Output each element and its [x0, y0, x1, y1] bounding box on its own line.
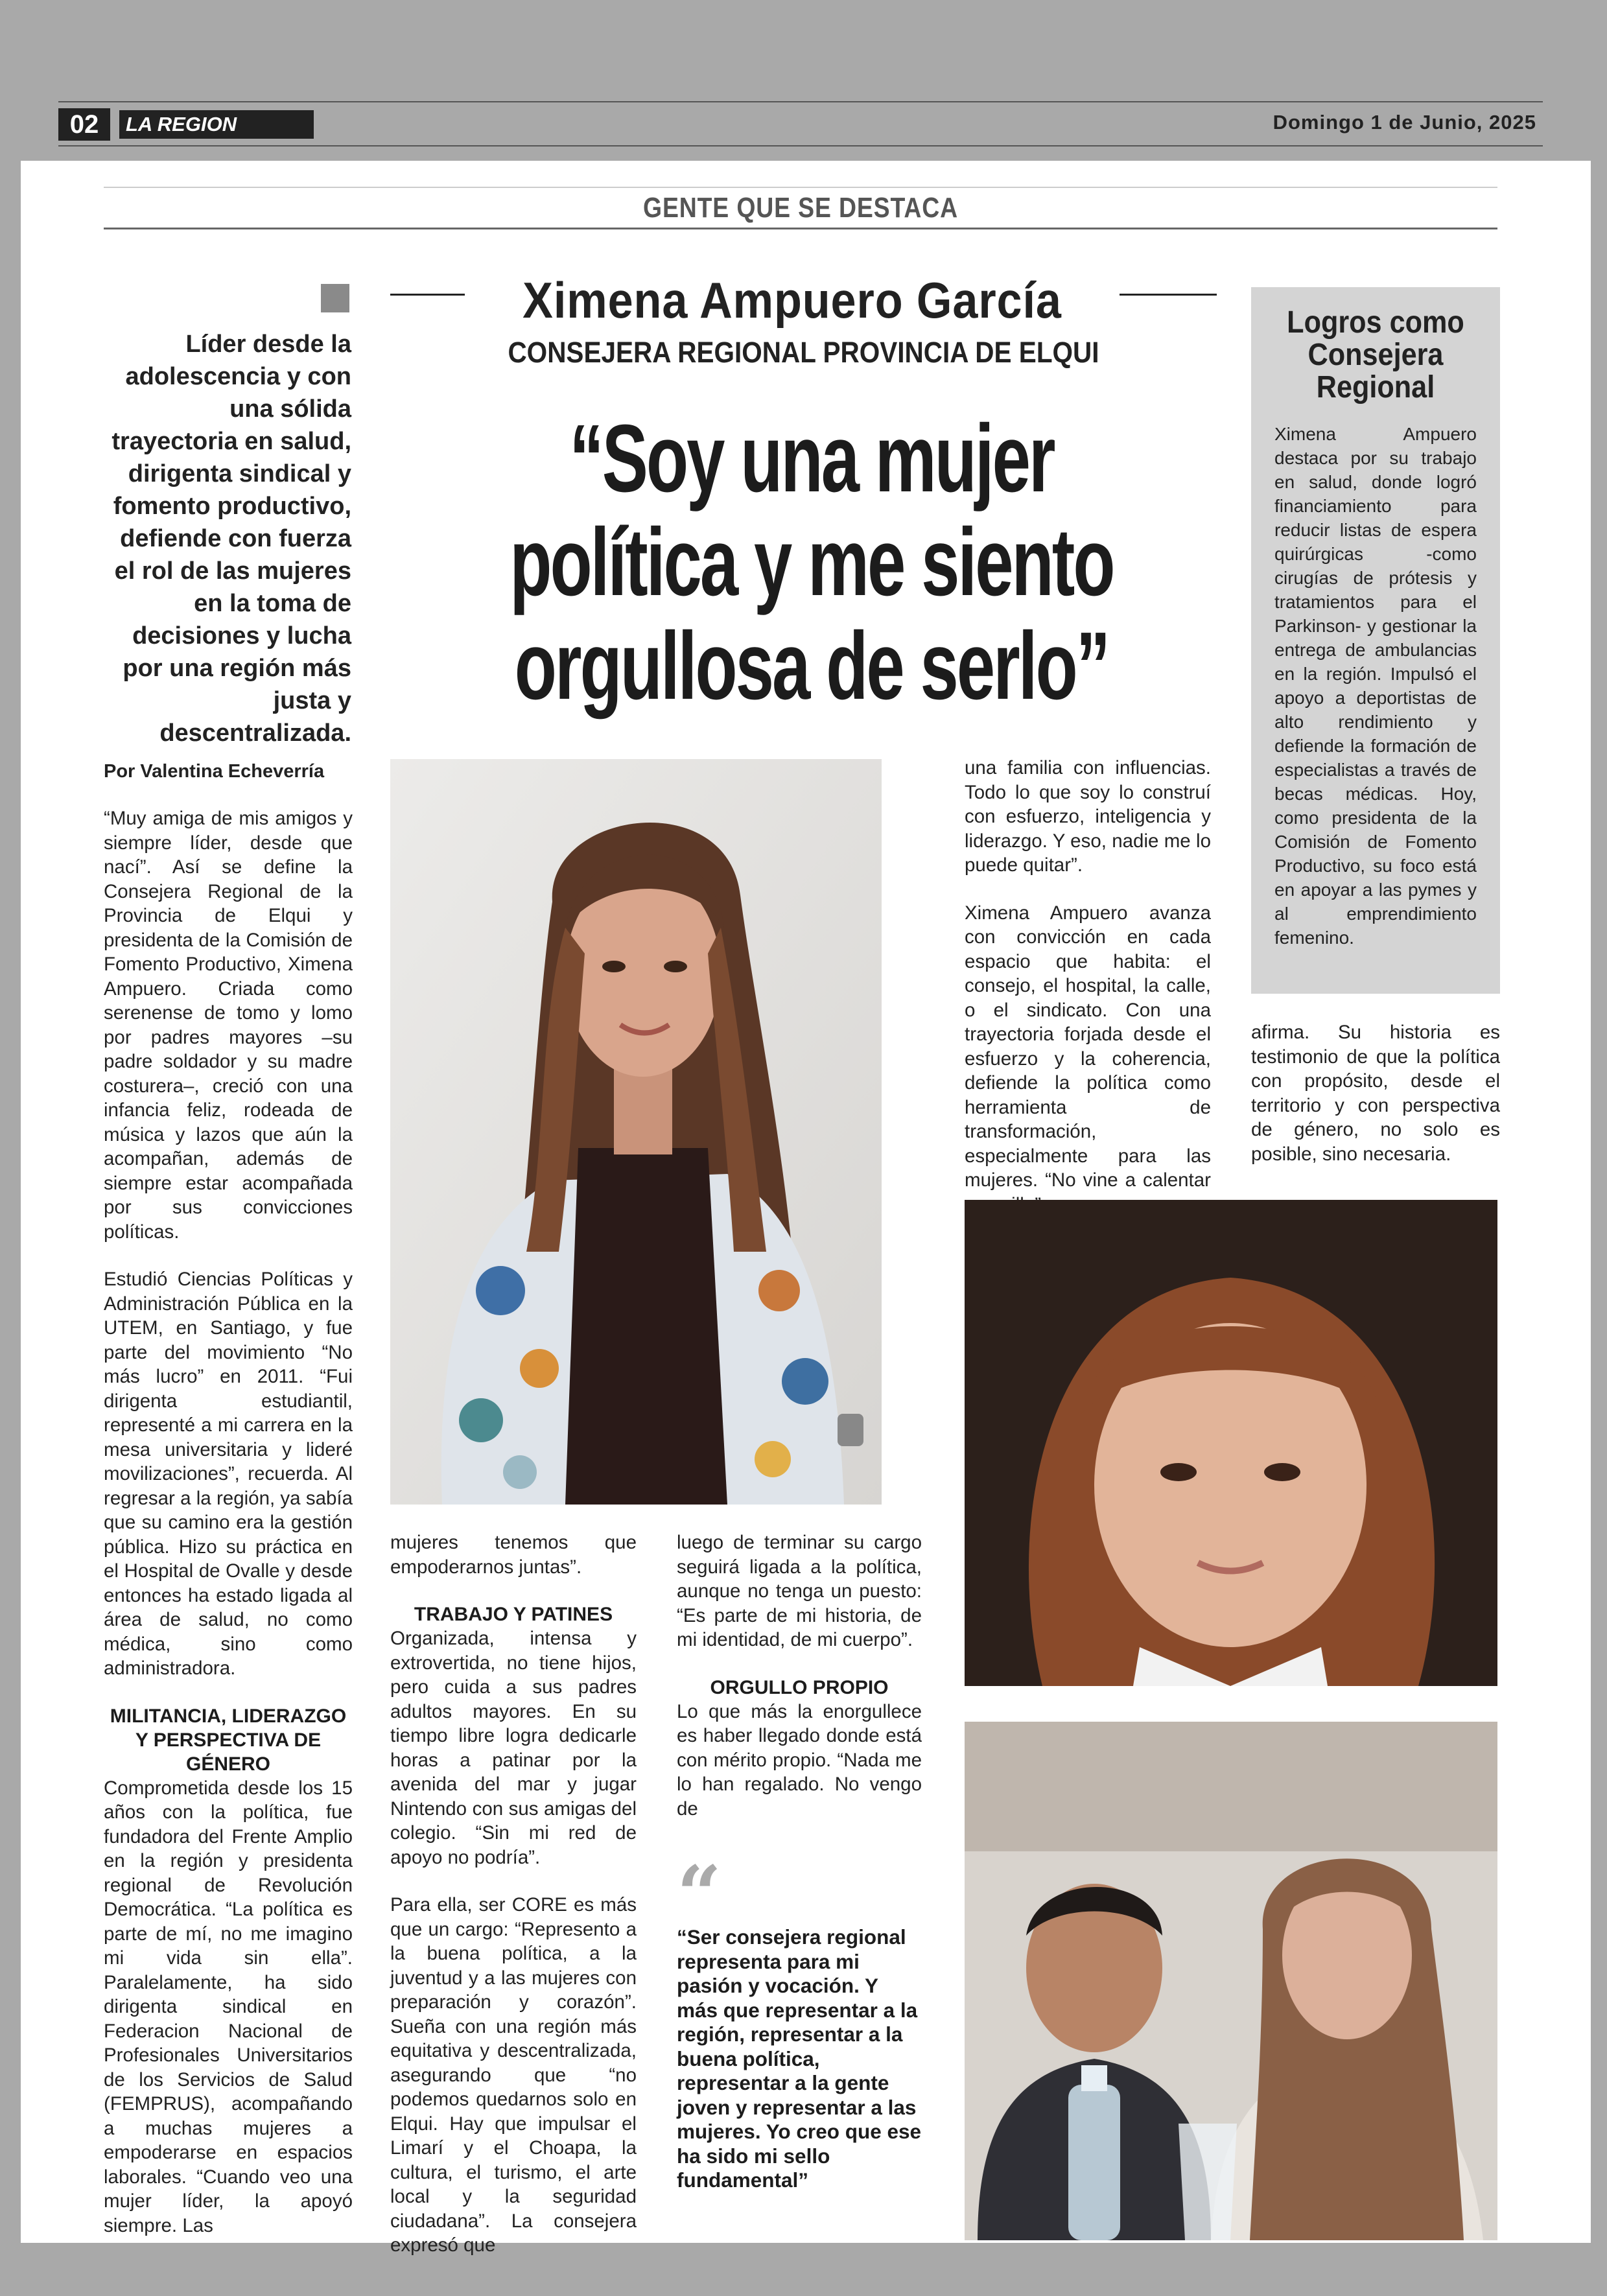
meeting-photo [965, 1722, 1497, 2240]
paragraph: Estudió Ciencias Políticas y Administración Pública en la UTEM, en Santiago, y fue parte del movimiento “No más lucro” en 2011. “Fui dirigenta estudiantil, representé a mi carrera en la mesa universitaria y lideré movilizaciones”, recuerda. Al regresar a la región, ya sabía que su camino era la gestión pública. Hizo su práctica en el Hospital de Ovalle y desde entonces ha estado ligada al área de salud, no como médica, sino como administradora. [104, 1269, 353, 1679]
subheading: MILITANCIA, LIDERAZGO Y PERSPECTIVA DE GÉNERO [110, 1705, 347, 1775]
paragraph: Organizada, intensa y extrovertida, no tiene hijos, pero cuida a sus padres adultos mayores. En su tiempo libre logra dedicarle horas a patinar por la avenida del mar y jugar Nintendo con sus amigas del colegio. “Sin mi red de apoyo no podría”. [390, 1628, 637, 1868]
page-header [58, 101, 1543, 146]
byline: Por Valentina Echeverría [104, 761, 325, 782]
sidebar-body: Ximena Ampuero destaca por su trabajo en salud, donde logró financiamiento para reducir listas de espera quirúrgicas -como cirugías de prótesis y tratamientos para el Parkinson- y gestionar la entrega de ambulancias en la región. Impulsó el apoyo a deportistas de alto rendimiento y defiende la formación de especialistas a través de becas médicas. Hoy, como presidenta de la Comisión de Fomento Productivo, su foco está en apoyar a las pymes y al emprendimiento femenino. [1274, 424, 1477, 948]
portrait-photo [390, 759, 882, 1505]
childhood-photo [965, 1200, 1497, 1686]
article-column-5 [1251, 1020, 1500, 1189]
achievements-sidebar [1251, 287, 1500, 994]
name-rule-right [1120, 294, 1217, 296]
page-number: 02 [58, 108, 110, 141]
paragraph: Lo que más la enorgullece es haber llegado donde está con mérito propio. “Nada me lo han regalado. No vengo de [677, 1700, 922, 1820]
paragraph: Ximena Ampuero avanza con convicción en cada espacio que habita: el consejo, el hospital, la calle, o el sindicato. Con una trayectoria forjada desde el esfuerzo y la coherencia, defiende la política como herramienta de transformación, especialmente para las mujeres. “No vine a calentar [965, 902, 1211, 1191]
person-role: CONSEJERA REGIONAL PROVINCIA DE ELQUI [508, 336, 1099, 369]
paragraph: Comprometida desde los 15 años con la política, fue fundadora del Frente Amplio en la región y presidenta regional de Revolución Democrática. “La política es parte de mí, no me imagino mi vida sin ella”. Paralelamente, ha sido dirigenta sindical en Federacion Nacional de Profesionales Universitarios de los Servicios de Salud (FEMPRUS), acompañando a muchas mujeres a empoderarse en espacios laborales. “Cuando veo una mujer líder, la apoyó siempre. Las [104, 1777, 353, 2236]
article-headline: “Soy una mujer política y me siento orgullosa de serlo” [510, 405, 1114, 720]
lead-marker-square [321, 284, 349, 312]
sidebar-title: Logros como Consejera Regional [1287, 305, 1464, 404]
newspaper-page [21, 161, 1591, 2256]
pull-quote: “Ser consejera regional representa para mi pasión y vocación. Y más que representar a la región, representar a la buena política, representar a la gente joven y representar a las mujeres. Yo creo que ese ha sido mi sello fundamental” [677, 1925, 922, 2192]
section-divider-bottom [104, 228, 1497, 229]
article-column-2 [390, 1530, 637, 2281]
section-label: GENTE QUE SE DESTACA [643, 192, 958, 224]
publication-name: LA REGION [119, 110, 314, 139]
person-name: Ximena Ampuero García [522, 272, 1062, 329]
section-divider-top [104, 187, 1497, 188]
publication-date: Domingo 1 de Junio, 2025 [1273, 111, 1536, 134]
paragraph: luego de terminar su cargo seguirá ligada a la política, aunque no tenga un puesto: “Es parte de mi historia, de mi identidad, de mi cuerpo”. [677, 1532, 922, 1650]
article-column-4 [965, 756, 1211, 1240]
quote-mark-icon: “ [677, 1849, 722, 1940]
paragraph: mujeres tenemos que empoderarnos juntas”. [390, 1532, 637, 1578]
subheading: ORGULLO PROPIO [710, 1676, 889, 1698]
paragraph: una familia con influencias. Todo lo que soy lo construí con esfuerzo, inteligencia y liderazgo. Y eso, nadie me lo puede quitar”. [965, 757, 1211, 876]
subheading: TRABAJO Y PATINES [414, 1604, 613, 1625]
name-rule-left [390, 294, 465, 296]
paragraph: afirma. Su historia es testimonio de que la política con propósito, desde el territorio y con perspectiva de género, no solo es posible, sino necesaria. [1251, 1022, 1500, 1165]
article-column-1 [104, 806, 353, 2261]
paragraph: Para ella, ser CORE es más que un cargo: “Represento a la buena política, a la juventud y a las mujeres con preparación y corazón”. Sueña con una región más equitativa y descentralizada, asegurando que “no podemos quedarnos solo en Elqui. Hay que impulsar el Limarí y el Choapa, la cultura, el turismo, el arte local y la seguridad ciudadana”. La consejera expresó que [390, 1894, 637, 2256]
paragraph: “Muy amiga de mis amigos y siempre líder, desde que nací”. Así se define la Consejera Regional de la Provincia de Elqui y presidenta de la Comisión de Fomento Productivo, Ximena Ampuero. Criada como serenense de tomo y lomo por padres mayores –su padre soldador y su madre costurera–, creció con una infancia feliz, rodeada de música y lazos que aún la acompañan, además de siempre estar acompañada por sus convicciones políticas. [104, 808, 353, 1243]
article-lead: Líder desde la adolescencia y con una sólida trayectoria en salud, dirigenta sindical y fomento productivo, defiende con fuerza el rol de las mujeres en la toma de decisiones y lucha por una región más justa y descentralizada. [111, 331, 351, 747]
article-column-3 [677, 1530, 922, 1844]
